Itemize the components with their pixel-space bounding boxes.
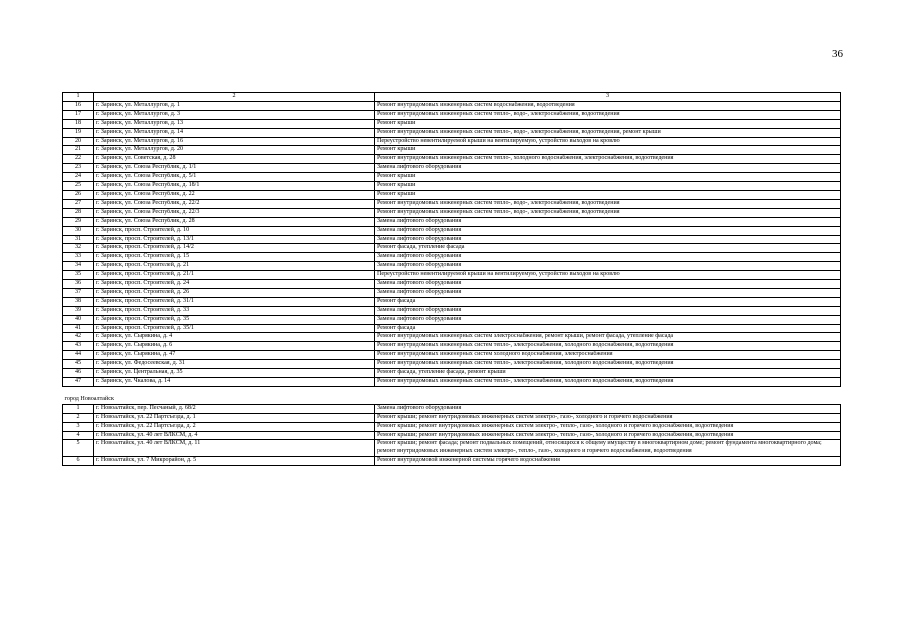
- row-works: Ремонт крыши: [375, 146, 841, 155]
- header-col-2: 2: [94, 93, 375, 102]
- row-works: Ремонт крыши: [375, 173, 841, 182]
- row-number: 42: [63, 333, 94, 342]
- table-row: [63, 360, 841, 369]
- table-row: [63, 306, 841, 315]
- section-title: город Новоалтайск: [63, 386, 841, 404]
- row-works: Ремонт внутридомовых инженерных систем тепло-, водо-, электроснабжения, водоотведения: [375, 110, 841, 119]
- row-number: 30: [63, 226, 94, 235]
- table-row: [63, 101, 841, 110]
- table-row: [63, 119, 841, 128]
- header-col-1: 1: [63, 93, 94, 102]
- row-address: г. Заринск, просп. Строителей, д. 26: [94, 288, 375, 297]
- row-address: г. Новоалтайск, ул. 7 Микрорайон, д. 5: [94, 457, 375, 466]
- row-works: Замена лифтового оборудования: [375, 235, 841, 244]
- row-works: Ремонт внутридомовых инженерных систем тепло-, водо-, электроснабжения, водоотведения, ремонт крыши: [375, 128, 841, 137]
- row-address: г. Новоалтайск, ул. 40 лет ВЛКСМ, д. 4: [94, 431, 375, 440]
- row-number: 17: [63, 110, 94, 119]
- row-works: Ремонт внутридомовых инженерных систем водоснабжения, водоотведения: [375, 101, 841, 110]
- row-works: Ремонт внутридомовых инженерных систем тепло-, водо-, электроснабжения, водоотведения: [375, 208, 841, 217]
- row-number: 5: [63, 440, 94, 457]
- row-address: г. Заринск, ул. Металлургов, д. 20: [94, 146, 375, 155]
- table-row: [63, 280, 841, 289]
- row-address: г. Новоалтайск, ул. 22 Партсъезда, д. 1: [94, 413, 375, 422]
- row-number: 38: [63, 297, 94, 306]
- row-address: г. Заринск, просп. Строителей, д. 15: [94, 253, 375, 262]
- table-row: [63, 342, 841, 351]
- row-number: 37: [63, 288, 94, 297]
- row-works: Ремонт фасада, утепление фасада: [375, 244, 841, 253]
- table-row: [63, 164, 841, 173]
- row-works: Ремонт крыши; ремонт внутридомовых инженерных систем электро-, тепло-, газо-, холодного и горячего водоснабжения, водоотведения: [375, 431, 841, 440]
- table-row: [63, 208, 841, 217]
- row-works: Ремонт крыши; ремонт фасада; ремонт подвальных помещений, относящихся к общему имуществу в многоквартирном доме; ремонт фундамента многоквартирного дома; ремонт внутридомовых инженерных систем электро-, тепло-, газо-, холодного и горячего водоснабжения, водоотведения: [375, 440, 841, 457]
- table-row: [63, 404, 841, 413]
- row-address: г. Заринск, ул. Сырякина, д. 4: [94, 333, 375, 342]
- row-works: Замена лифтового оборудования: [375, 217, 841, 226]
- row-works: Ремонт внутридомовых инженерных систем тепло-, электроснабжения, холодного водоснабжения, водоотведения: [375, 378, 841, 387]
- row-address: г. Заринск, ул. Металлургов, д. 14: [94, 128, 375, 137]
- row-number: 18: [63, 119, 94, 128]
- page-number: 36: [832, 48, 843, 60]
- table-row: [63, 226, 841, 235]
- row-number: 21: [63, 146, 94, 155]
- table-row: [63, 333, 841, 342]
- row-works: Замена лифтового оборудования: [375, 288, 841, 297]
- table-row: [63, 137, 841, 146]
- row-works: Ремонт внутридомовых инженерных систем тепло-, водо-, электроснабжения, водоотведения: [375, 199, 841, 208]
- row-works: Ремонт крыши; ремонт внутридомовых инженерных систем электро-, газо-, холодного и горячего водоснабжения: [375, 413, 841, 422]
- row-address: г. Новоалтайск, ул. 40 лет ВЛКСМ, д. 11: [94, 440, 375, 457]
- row-address: г. Заринск, ул. Союза Республик, д. 22: [94, 190, 375, 199]
- row-works: Ремонт фасада, утепление фасада, ремонт крыши: [375, 369, 841, 378]
- row-works: Замена лифтового оборудования: [375, 164, 841, 173]
- row-works: Ремонт внутридомовых инженерных систем холодного водоснабжения, электроснабжения: [375, 351, 841, 360]
- table-row: [63, 244, 841, 253]
- row-number: 47: [63, 378, 94, 387]
- row-number: 1: [63, 404, 94, 413]
- row-address: г. Заринск, просп. Строителей, д. 13/1: [94, 235, 375, 244]
- row-number: 39: [63, 306, 94, 315]
- table-row: [63, 110, 841, 119]
- row-address: г. Заринск, просп. Строителей, д. 14/2: [94, 244, 375, 253]
- row-number: 25: [63, 182, 94, 191]
- row-address: г. Заринск, ул. Союза Республик, д. 28: [94, 217, 375, 226]
- table-row: [63, 351, 841, 360]
- row-address: г. Заринск, просп. Строителей, д. 35: [94, 315, 375, 324]
- row-address: г. Заринск, ул. Металлургов, д. 1: [94, 101, 375, 110]
- row-address: г. Заринск, ул. Федосеевская, д. 31: [94, 360, 375, 369]
- row-works: Ремонт внутридомовой инженерной системы горячего водоснабжения: [375, 457, 841, 466]
- row-works: Замена лифтового оборудования: [375, 262, 841, 271]
- row-number: 2: [63, 413, 94, 422]
- row-address: г. Заринск, ул. Сырякина, д. 6: [94, 342, 375, 351]
- row-address: г. Заринск, ул. Союза Республик, д. 22/3: [94, 208, 375, 217]
- table-row: [63, 128, 841, 137]
- table-row: [63, 235, 841, 244]
- row-number: 19: [63, 128, 94, 137]
- row-number: 31: [63, 235, 94, 244]
- row-address: г. Заринск, ул. Центральная, д. 35: [94, 369, 375, 378]
- table-row: [63, 297, 841, 306]
- table-row: [63, 199, 841, 208]
- row-number: 32: [63, 244, 94, 253]
- row-works: Ремонт фасада: [375, 297, 841, 306]
- row-works: Ремонт фасада: [375, 324, 841, 333]
- row-number: 41: [63, 324, 94, 333]
- row-works: Ремонт внутридомовых инженерных систем тепло-, электроснабжения, холодного водоснабжения, водоотведения: [375, 342, 841, 351]
- row-address: г. Заринск, ул. Металлургов, д. 16: [94, 137, 375, 146]
- table-row: [63, 217, 841, 226]
- row-number: 26: [63, 190, 94, 199]
- row-number: 22: [63, 155, 94, 164]
- table-header-row: [63, 93, 841, 102]
- row-address: г. Новоалтайск, пер. Песчаный, д. 68/2: [94, 404, 375, 413]
- row-works: Ремонт внутридомовых инженерных систем электроснабжения, ремонт крыши, ремонт фасада, утепление фасада: [375, 333, 841, 342]
- row-number: 34: [63, 262, 94, 271]
- row-works: Ремонт крыши: [375, 182, 841, 191]
- table-row: [63, 173, 841, 182]
- row-number: 4: [63, 431, 94, 440]
- row-address: г. Заринск, просп. Строителей, д. 24: [94, 280, 375, 289]
- row-works: Ремонт внутридомовых инженерных систем тепло-, электроснабжения, холодного водоснабжения, водоотведения: [375, 360, 841, 369]
- row-address: г. Заринск, ул. Сырякина, д. 47: [94, 351, 375, 360]
- row-address: г. Заринск, просп. Строителей, д. 21: [94, 262, 375, 271]
- row-works: Ремонт крыши; ремонт внутридомовых инженерных систем электро-, тепло-, газо-, холодного и горячего водоснабжения, водоотведения: [375, 422, 841, 431]
- row-works: Ремонт крыши: [375, 190, 841, 199]
- table-row: [63, 457, 841, 466]
- row-address: г. Заринск, просп. Строителей, д. 10: [94, 226, 375, 235]
- table-row: [63, 315, 841, 324]
- table-row: [63, 378, 841, 387]
- row-number: 6: [63, 457, 94, 466]
- row-number: 35: [63, 271, 94, 280]
- row-number: 23: [63, 164, 94, 173]
- row-number: 46: [63, 369, 94, 378]
- table-row: [63, 155, 841, 164]
- row-address: г. Заринск, просп. Строителей, д. 35/1: [94, 324, 375, 333]
- row-address: г. Заринск, ул. Союза Республик, д. 5/1: [94, 173, 375, 182]
- table-row: [63, 369, 841, 378]
- row-address: г. Новоалтайск, ул. 22 Партсъезда, д. 2: [94, 422, 375, 431]
- row-number: 43: [63, 342, 94, 351]
- table-row: [63, 431, 841, 440]
- row-number: 40: [63, 315, 94, 324]
- row-address: г. Заринск, ул. Чкалова, д. 14: [94, 378, 375, 387]
- row-address: г. Заринск, ул. Металлургов, д. 3: [94, 110, 375, 119]
- row-number: 24: [63, 173, 94, 182]
- row-works: Ремонт внутридомовых инженерных систем тепло-, холодного водоснабжения, электроснабжения, водоотведения: [375, 155, 841, 164]
- table-row: [63, 190, 841, 199]
- row-address: г. Заринск, ул. Металлургов, д. 13: [94, 119, 375, 128]
- row-number: 33: [63, 253, 94, 262]
- row-address: г. Заринск, ул. Советская, д. 28: [94, 155, 375, 164]
- table-row: [63, 271, 841, 280]
- row-number: 27: [63, 199, 94, 208]
- row-number: 3: [63, 422, 94, 431]
- row-address: г. Заринск, просп. Строителей, д. 21/1: [94, 271, 375, 280]
- table-row: [63, 440, 841, 457]
- row-works: Замена лифтового оборудования: [375, 280, 841, 289]
- row-number: 29: [63, 217, 94, 226]
- row-address: г. Заринск, ул. Союза Республик, д. 22/2: [94, 199, 375, 208]
- row-number: 44: [63, 351, 94, 360]
- section-row: [63, 386, 841, 404]
- row-works: Замена лифтового оборудования: [375, 404, 841, 413]
- row-works: Замена лифтового оборудования: [375, 315, 841, 324]
- row-address: г. Заринск, просп. Строителей, д. 33: [94, 306, 375, 315]
- row-number: 20: [63, 137, 94, 146]
- table-row: [63, 288, 841, 297]
- row-works: Переустройство невентилируемой крыши на вентилируемую, устройство выходов на кровлю: [375, 137, 841, 146]
- row-number: 16: [63, 101, 94, 110]
- row-number: 36: [63, 280, 94, 289]
- row-address: г. Заринск, ул. Союза Республик, д. 18/1: [94, 182, 375, 191]
- table-row: [63, 262, 841, 271]
- row-works: Замена лифтового оборудования: [375, 306, 841, 315]
- row-number: 28: [63, 208, 94, 217]
- table-row: [63, 422, 841, 431]
- table-row: [63, 146, 841, 155]
- table-row: [63, 253, 841, 262]
- row-number: 45: [63, 360, 94, 369]
- row-works: Замена лифтового оборудования: [375, 226, 841, 235]
- row-works: Переустройство невентилируемой крыши на вентилируемую, устройство выходов на кровлю: [375, 271, 841, 280]
- row-works: Замена лифтового оборудования: [375, 253, 841, 262]
- repair-table: [62, 92, 841, 466]
- row-address: г. Заринск, ул. Союза Республик, д. 1/1: [94, 164, 375, 173]
- row-works: Ремонт крыши: [375, 119, 841, 128]
- table-row: [63, 182, 841, 191]
- table-row: [63, 413, 841, 422]
- table-row: [63, 324, 841, 333]
- header-col-3: 3: [375, 93, 841, 102]
- row-address: г. Заринск, просп. Строителей, д. 31/1: [94, 297, 375, 306]
